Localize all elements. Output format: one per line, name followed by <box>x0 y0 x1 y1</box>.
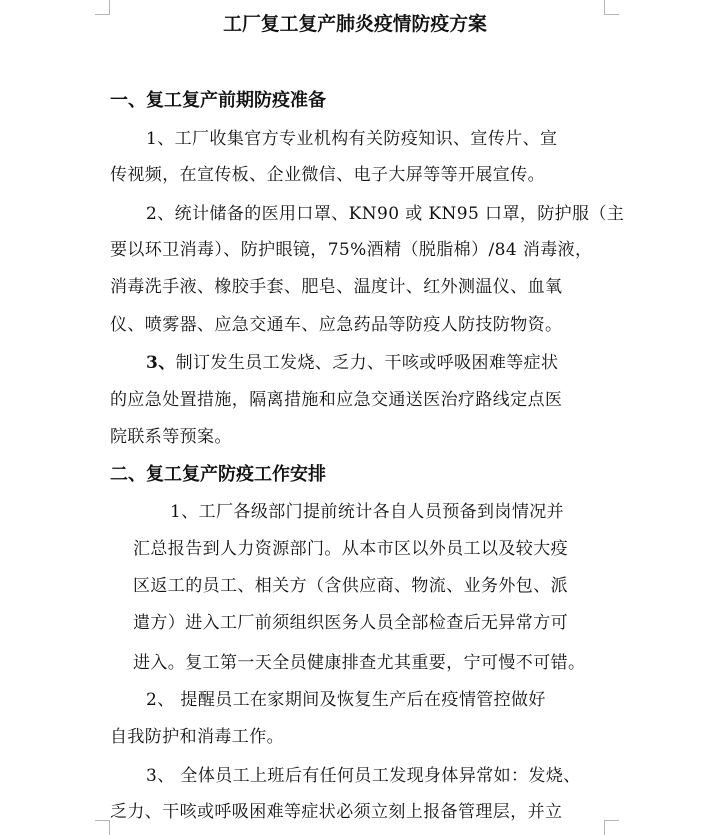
section-1-heading: 一、复工复产前期防疫准备 <box>110 90 326 111</box>
s1-p3-line-3: 院联系等预案。 <box>110 427 232 447</box>
s1-p2-line-1: 2、统计储备的医用口罩、KN90 或 KN95 口罩，防护服（主 <box>146 204 625 224</box>
s2-p1-line-4: 遣方）进入工厂前须组织医务人员全部检查后无异常方可 <box>133 613 568 633</box>
s2-p2-line-1: 2、 提醒员工在家期间及恢复生产后在疫情管控做好 <box>146 690 546 710</box>
s1-p1-line-2: 传视频，在宣传板、企业微信、电子大屏等等开展宣传。 <box>110 165 545 185</box>
s1-p3-number: 3、 <box>146 353 176 373</box>
s2-p1-line-1: 1、工厂各级部门提前统计各自人员预备到岗情况并 <box>170 502 565 522</box>
s1-p3-line-2: 的应急处置措施，隔离措施和应急交通送医治疗路线定点医 <box>110 390 563 410</box>
s2-p1-line-5: 进入。复工第一天全员健康排查尤其重要，宁可慢不可错。 <box>133 653 586 673</box>
s1-p3-line-1 <box>146 348 558 373</box>
s1-p2-line-4: 仪、喷雾器、应急交通车、应急药品等防疫人防技防物资。 <box>110 315 563 335</box>
s1-p2-line-2: 要以环卫消毒）、防护眼镜，75%酒精（脱脂棉）/84 消毒液， <box>110 240 593 260</box>
s2-p3-line-1: 3、 全体员工上班后有任何员工发现身体异常如：发烧、 <box>146 766 581 786</box>
s2-p2-line-2: 自我防护和消毒工作。 <box>110 727 284 747</box>
s2-p1-line-2: 汇总报告到人力资源部门。从本市区以外员工以及较大疫 <box>133 539 568 559</box>
s2-p3-line-2: 乏力、干咳或呼吸困难等症状必须立刻上报备管理层，并立 <box>110 802 563 822</box>
page-corner-mark-bottom-right <box>604 820 619 835</box>
section-2-heading: 二、复工复产防疫工作安排 <box>110 464 326 485</box>
s1-p2-line-3: 消毒洗手液、橡胶手套、肥皂、温度计、红外测温仪、血氧 <box>110 277 563 297</box>
page-corner-mark-bottom-left <box>95 820 110 835</box>
document-title: 工厂复工复产肺炎疫情防疫方案 <box>223 13 487 35</box>
s1-p1-line-1: 1、工厂收集官方专业机构有关防疫知识、宣传片、宣 <box>146 129 558 149</box>
s2-p1-line-3: 区返工的员工、相关方（含供应商、物流、业务外包、派 <box>133 576 568 596</box>
s1-p3-line-1-text: 制订发生员工发烧、乏力、干咳或呼吸困难等症状 <box>175 353 559 373</box>
